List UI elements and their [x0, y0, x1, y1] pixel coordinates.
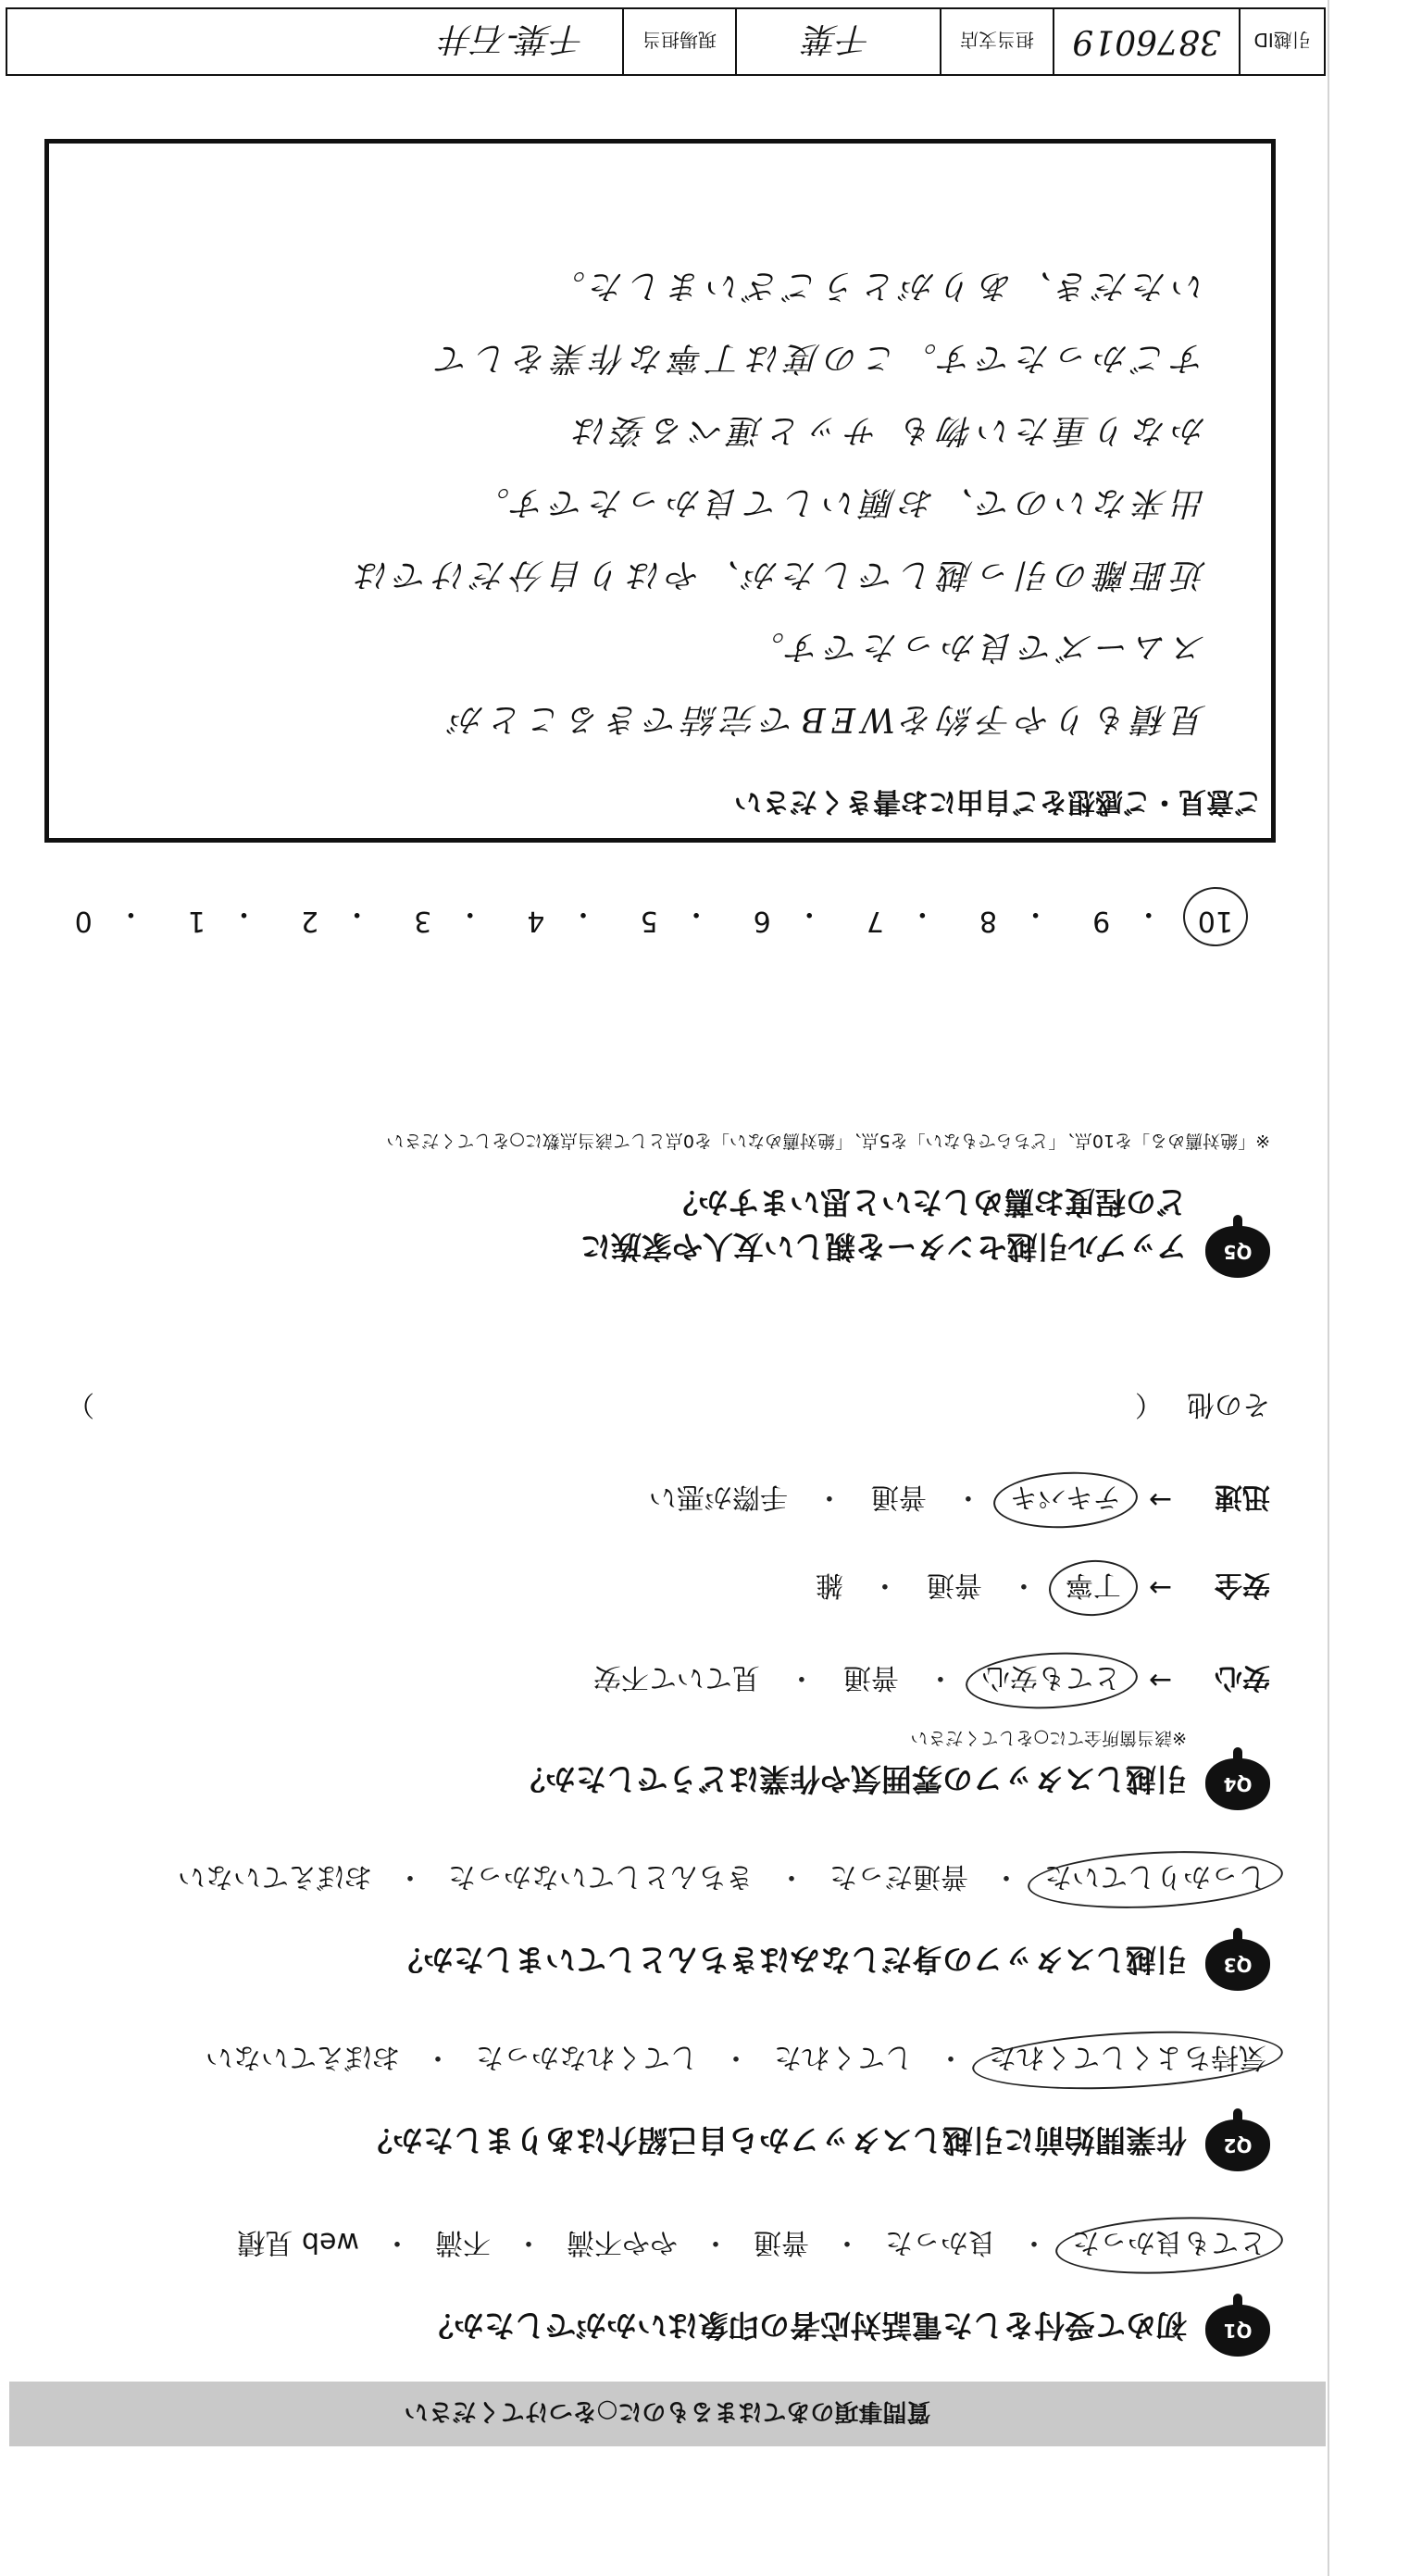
q4-other-paren-open: （	[1135, 1388, 1163, 1420]
comment-line: 近距離の引っ越しでしたが、やはり自分だけでは	[350, 556, 1206, 594]
id-value: 3876019	[1053, 9, 1239, 74]
score-option[interactable]: 4	[527, 905, 545, 937]
q3-option[interactable]: しっかりしていた	[1041, 1859, 1270, 1900]
q2-option[interactable]: おぼえていない	[206, 2041, 400, 2073]
score-option[interactable]: 6	[753, 905, 771, 937]
q1-badge: Q1	[1223, 2320, 1253, 2342]
instruction-text: 質問事項のあてはまるものに○をつけてください	[404, 2397, 931, 2426]
q4-option[interactable]: 丁寧	[1062, 1568, 1125, 1608]
q4-row-jinsoku: 迅速 → テキパキ ・ 普通 ・ 手際が悪い	[645, 1480, 1270, 1520]
q2-options: 気持ちよくしてくれた ・ してくれた ・ してくれなかった ・ おぼえていない	[202, 2040, 1270, 2081]
card-edge-line	[1328, 0, 1329, 2576]
q4-badge: Q4	[1223, 1773, 1253, 1795]
arrow-icon: →	[1148, 1664, 1172, 1697]
q2-option[interactable]: してくれた	[774, 2041, 913, 2073]
q3-question: 引越しスタッフの身だしなみはきちんとしていましたか？	[393, 1942, 1187, 1978]
branch-label: 担当支店	[940, 9, 1053, 74]
q2-option[interactable]: 気持ちよくしてくれた	[985, 2040, 1270, 2081]
score-option[interactable]: 2	[301, 905, 319, 937]
score-option[interactable]: 7	[866, 905, 884, 937]
q4-other-paren-close: ）	[67, 1388, 94, 1420]
apple-badge-icon	[1202, 1213, 1270, 1278]
q3-badge: Q3	[1223, 1954, 1253, 1976]
q4-row-anshin: 安心 → とても安心 ・ 普通 ・ 見ていて不安	[590, 1660, 1270, 1701]
instruction-bar	[9, 2382, 1326, 2446]
q5-question-line1: アップル引越センターを親しい友人や家族に	[580, 1229, 1187, 1265]
q1-option[interactable]: やや不満	[567, 2226, 678, 2258]
q1-question: 初めて受付をした電話対応者の印象はいかがでしたか？	[423, 2307, 1187, 2344]
q4-option[interactable]: 普通	[926, 1569, 982, 1601]
q1-option[interactable]: web 見積	[237, 2226, 359, 2258]
q4-option[interactable]: 普通	[870, 1481, 927, 1513]
q1-option[interactable]: とても良かった	[1068, 2225, 1270, 2266]
q4-option[interactable]: とても安心	[979, 1660, 1125, 1701]
q3-option[interactable]: おぼえていない	[178, 1860, 372, 1893]
q4-note: ※該当箇所全てに○をしてください	[910, 1728, 1187, 1748]
q4-option[interactable]: テキパキ	[1006, 1480, 1125, 1520]
question-3	[56, 1928, 1270, 1983]
q4-other-label: その他	[1187, 1388, 1270, 1420]
q5-note: ※「絶対薦める」を10点、「どちらでもない」を5点、「絶対薦めない」を0点として該当点数に○をしてください	[386, 1131, 1270, 1151]
score-option[interactable]: 5	[640, 905, 658, 937]
q1-options: とても良かった ・ 良かった ・ 普通 ・ やや不満 ・ 不満 ・ web 見積	[233, 2225, 1270, 2266]
q1-option[interactable]: 良かった	[885, 2226, 996, 2258]
staff-info-table	[6, 7, 1326, 76]
q2-question: 作業開始前に引越しスタッフから自己紹介はありましたか？	[362, 2122, 1187, 2158]
comments-title: ご意見・ご感想をご自由にお書きください	[734, 785, 1262, 818]
question-1	[56, 2294, 1270, 2349]
q5-badge: Q5	[1223, 1241, 1253, 1263]
score-option[interactable]: 10	[1198, 896, 1233, 937]
q4-question: 引越しスタッフの雰囲気や作業はどうでしたか？	[515, 1761, 1187, 1797]
arrow-icon: →	[1148, 1571, 1172, 1605]
q4-option[interactable]: 見ていて不安	[592, 1661, 760, 1694]
comment-line: 見積もりや予約をWEBで完結できることが	[445, 700, 1206, 738]
comment-line: かなり重たい物も サッと運べる姿は	[568, 411, 1206, 449]
q1-option[interactable]: 不満	[435, 2226, 491, 2258]
apple-badge-icon	[1202, 1926, 1270, 1991]
apple-badge-icon	[1202, 2292, 1270, 2357]
comments-box[interactable]	[44, 139, 1276, 843]
q4-option[interactable]: 普通	[842, 1661, 899, 1694]
q2-badge: Q2	[1223, 2134, 1253, 2157]
question-2	[56, 2108, 1270, 2164]
arrow-icon: →	[1148, 1483, 1172, 1517]
question-4	[56, 1747, 1270, 1803]
score-option[interactable]: 9	[1092, 905, 1111, 937]
leader-value: 千葉-石井	[441, 19, 586, 58]
id-label: 引越ID	[1239, 9, 1324, 74]
q5-score-scale: 10 ・ 9 ・ 8 ・ 7 ・ 6 ・ 5 ・ 4 ・ 3 ・ 2 ・ 1 ・ 0	[67, 896, 1233, 937]
q4-option[interactable]: 手際が悪い	[648, 1481, 788, 1513]
q4-option[interactable]: 雑	[815, 1569, 843, 1601]
comment-line: 出来ないので、お願いして良かったです。	[470, 483, 1206, 521]
leader-label: 現場担当	[622, 9, 735, 74]
q3-option[interactable]: 普通だった	[829, 1860, 968, 1893]
q4-row-anzen: 安全 → 丁寧 ・ 普通 ・ 雑	[812, 1568, 1270, 1608]
score-option[interactable]: 0	[74, 905, 93, 937]
comment-line: すごかったです。この度は丁寧な作業をして	[430, 339, 1206, 377]
comment-line: スムーズで良かったです。	[745, 628, 1206, 666]
score-option[interactable]: 8	[979, 905, 998, 937]
question-5	[56, 1169, 1270, 1270]
score-option[interactable]: 1	[187, 905, 206, 937]
q4-other-row	[67, 1387, 1270, 1428]
apple-badge-icon	[1202, 2107, 1270, 2171]
q4-row-label: 安全	[1215, 1569, 1270, 1601]
apple-badge-icon	[1202, 1745, 1270, 1810]
q5-question-line2: どの程度お薦めしたいと思いますか？	[667, 1184, 1187, 1220]
q1-option[interactable]: 普通	[754, 2226, 809, 2258]
q3-option[interactable]: きちんとしていなかった	[448, 1860, 754, 1893]
score-option[interactable]: 3	[414, 905, 432, 937]
comment-line: いただき、ありがとうございました。	[546, 267, 1206, 305]
branch-value: 千葉	[735, 9, 940, 74]
q2-option[interactable]: してくれなかった	[476, 2041, 698, 2073]
q4-row-label: 迅速	[1215, 1481, 1270, 1513]
q3-options: しっかりしていた ・ 普通だった ・ きちんとしていなかった ・ おぼえていない	[174, 1859, 1270, 1900]
q4-row-label: 安心	[1215, 1661, 1270, 1694]
